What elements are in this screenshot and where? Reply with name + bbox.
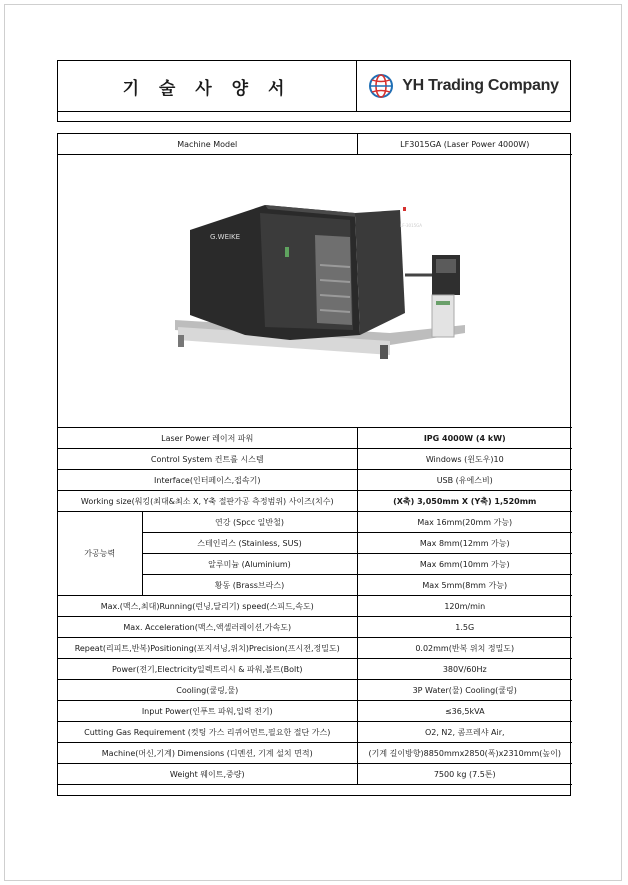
capacity-value: Max 5mm(8mm 가능) [357, 575, 572, 596]
spec-row [58, 617, 572, 638]
machine-brand-text: G.WEIKE [210, 233, 241, 241]
document-header [57, 60, 571, 122]
spec-label: Interface(인터페이스,접속기) [58, 470, 357, 491]
spec-value: (X축) 3,050mm X (Y축) 1,520mm [357, 491, 572, 512]
spec-row [58, 764, 572, 785]
capacity-value: Max 16mm(20mm 가능) [357, 512, 572, 533]
spec-label: Working size(워킹(최대&최소 X, Y축 절판가공 측정범위) 사이즈(치수) [58, 491, 357, 512]
machine-photo-cell [58, 155, 572, 428]
header-divider [58, 111, 570, 112]
spec-row [58, 428, 572, 449]
model-value: LF3015GA (Laser Power 4000W) [357, 134, 572, 155]
spec-label: Control System 컨트롤 시스템 [58, 449, 357, 470]
spec-value: ≤36,5kVA [357, 701, 572, 722]
spec-value: Windows (윈도우)10 [357, 449, 572, 470]
spec-value: 120m/min [357, 596, 572, 617]
spec-value: 7500 kg (7.5톤) [357, 764, 572, 785]
spec-value: IPG 4000W (4 kW) [357, 428, 572, 449]
spec-label: Cooling(쿨링,물) [58, 680, 357, 701]
spec-row [58, 659, 572, 680]
spec-value: 3P Water(물) Cooling(쿨링) [357, 680, 572, 701]
capacity-material: 연강 (Spcc 일반철) [142, 512, 357, 533]
spec-row [58, 470, 572, 491]
spec-row [58, 722, 572, 743]
spec-label: Weight 웨이트,중량) [58, 764, 357, 785]
spec-value: (기계 길이방향)8850mmx2850(폭)x2310mm(높이) [357, 743, 572, 764]
capacity-value: Max 8mm(12mm 가능) [357, 533, 572, 554]
spec-label: Max. Acceleration(맥스,액셀러레이션,가속도) [58, 617, 357, 638]
spec-table-container [57, 133, 571, 796]
spec-row [58, 743, 572, 764]
machine-side-text: LF-3015GA [400, 223, 422, 228]
spec-row [58, 701, 572, 722]
laser-cutting-machine-image [60, 155, 570, 425]
spec-value: 1.5G [357, 617, 572, 638]
company-logo [357, 61, 570, 111]
company-name: YH Trading Company [402, 77, 559, 94]
spec-label: Laser Power 레이저 파워 [58, 428, 357, 449]
spec-row [58, 491, 572, 512]
table-footer-spacer [58, 785, 572, 795]
spec-value: USB (유에스비) [357, 470, 572, 491]
capacity-material: 스테인리스 (Stainless, SUS) [142, 533, 357, 554]
spec-row [58, 449, 572, 470]
spec-label: Machine(머신,기계) Dimensions (디멘션, 기계 설치 면적) [58, 743, 357, 764]
spec-label: Power(전기,Electricity일렉트리시 & 파워,볼트(Bolt) [58, 659, 357, 680]
capacity-value: Max 6mm(10mm 가능) [357, 554, 572, 575]
document-title: 기 술 사 양 서 [58, 61, 357, 111]
spec-label: Input Power(인푸트 파워,입력 전기) [58, 701, 357, 722]
spec-label: Cutting Gas Requirement (컷팅 가스 리퀴어먼트,필요한 절단 가스) [58, 722, 357, 743]
capacity-material: 황동 (Brass브라스) [142, 575, 357, 596]
spec-label: Max.(맥스,최대)Running(런닝,달리기) speed(스피드,속도) [58, 596, 357, 617]
capacity-group-label: 가공능력 [58, 512, 142, 596]
model-label: Machine Model [58, 134, 357, 155]
spec-value: 0.02mm(반복 위치 정밀도) [357, 638, 572, 659]
empty-footer-cell [58, 785, 572, 795]
spec-row [58, 680, 572, 701]
capacity-row [58, 512, 572, 533]
image-row [58, 155, 572, 428]
model-row [58, 134, 572, 155]
spec-row [58, 596, 572, 617]
spec-label: Repeat(리피트,반복)Positioning(포지셔닝,위치)Precision(프시젼,정밀도) [58, 638, 357, 659]
spec-table [58, 134, 572, 794]
spec-row [58, 638, 572, 659]
spec-value: 380V/60Hz [357, 659, 572, 680]
globe-logo-icon [368, 73, 394, 99]
spec-value: O2, N2, 콤프레샤 Air, [357, 722, 572, 743]
capacity-material: 알루미늄 (Aluminium) [142, 554, 357, 575]
